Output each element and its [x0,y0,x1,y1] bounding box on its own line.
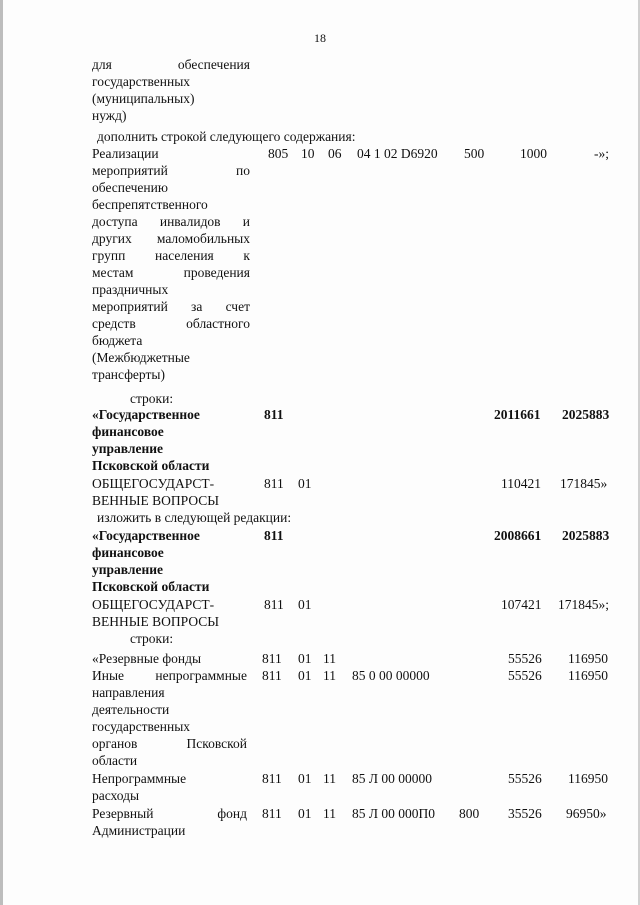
amount-2: -»; [594,146,609,161]
section-code: 01 [298,597,312,612]
text-line: «Резервные фонды [92,651,202,666]
amount-1: 110421 [501,476,541,491]
text-line: управление [92,562,164,577]
instruction-replace: изложить в следующей редакции: [97,510,292,525]
subsection-code: 11 [323,651,336,666]
text-line: для обеспечения [92,57,250,72]
section-code: 01 [298,771,312,786]
section-code: 01 [298,806,312,821]
text-line: Непрограммные [92,771,187,786]
subsection-code: 11 [323,806,336,821]
amount-2: 116950 [568,651,608,666]
ministry-code: 811 [264,528,284,543]
expense-type: 500 [464,146,485,161]
ministry-code: 811 [262,668,282,683]
amount-1: 55526 [508,651,542,666]
amount-2: 96950» [566,806,607,821]
instruction-add-row: дополнить строкой следующего содержания: [97,129,356,144]
amount-1: 2011661 [494,407,541,422]
text-line: государственных [92,74,191,89]
ministry-code: 811 [264,476,284,491]
target-article: 04 1 02 D6920 [357,146,438,161]
ministry-code: 805 [268,146,289,161]
text-line: финансовое [92,424,164,439]
text-line: бюджета [92,333,143,348]
section-code: 01 [298,651,312,666]
target-article: 85 Л 00 00000 [352,771,433,786]
text-line: мероприятий за счет [92,299,250,314]
expense-type: 800 [459,806,480,821]
text-line: местам проведения [92,265,250,280]
ministry-code: 811 [262,651,282,666]
added-row-name [92,145,250,383]
subsection-code: 06 [328,146,342,161]
label-rows: строки: [130,391,174,406]
amount-2: 2025883 [562,528,610,543]
text-line: ОБЩЕГОСУДАРСТ- [92,476,215,491]
text-line: деятельности [92,702,170,717]
text-line: «Государственное [92,407,200,422]
text-line: государственных [92,719,191,734]
ministry-code: 811 [264,407,284,422]
text-line: направления [92,685,165,700]
text-line: беспрепятственного [92,197,208,212]
amount-1: 55526 [508,668,542,683]
text-line: финансовое [92,545,164,560]
target-article: 85 Л 00 000П0 [352,806,436,821]
text-line: расходы [92,788,140,803]
text-line: «Государственное [92,528,200,543]
amount-1: 55526 [508,771,542,786]
text-line: Реализации [92,146,159,161]
text-line: Иные непрограммные [92,668,247,683]
ministry-code: 811 [262,806,282,821]
section-code: 10 [301,146,315,161]
text-line: других маломобильных [92,231,250,246]
label-rows-2: строки: [130,631,174,646]
page-number: 18 [314,31,326,45]
text-line: средств областного [92,316,250,331]
amount-2: 2025883 [562,407,610,422]
text-line: ВЕННЫЕ ВОПРОСЫ [92,493,220,508]
text-line: нужд) [92,108,127,123]
text-line: органов Псковской [92,736,247,751]
section-code: 01 [298,476,312,491]
subsection-code: 11 [323,668,336,683]
text-line: управление [92,441,164,456]
text-line: (муниципальных) [92,91,195,106]
text-line: области [92,753,138,768]
target-article: 85 0 00 00000 [352,668,430,683]
amount-2: 116950 [568,668,608,683]
subsection-code: 11 [323,771,336,786]
text-line: обеспечению [92,180,168,195]
section-code: 01 [298,668,312,683]
text-line: мероприятий по [92,163,250,178]
text-line: доступа инвалидов и [92,214,250,229]
amount-1: 107421 [501,597,542,612]
amount-2: 116950 [568,771,608,786]
amount-1: 2008661 [494,528,542,543]
text-line: Резервный фонд [92,806,247,821]
text-line: Псковской области [92,579,210,594]
text-line: (Межбюджетные [92,350,190,365]
text-line: Псковской области [92,458,210,473]
amount-2: 171845» [560,476,608,491]
text-line: праздничных [92,282,169,297]
amount-1: 35526 [508,806,542,821]
text-line: групп населения к [92,248,250,263]
ministry-code: 811 [262,771,282,786]
amount-2: 171845»; [558,597,610,612]
text-line: трансферты) [92,367,165,382]
amount-1: 1000 [520,146,547,161]
ministry-code: 811 [264,597,284,612]
text-line: ОБЩЕГОСУДАРСТ- [92,597,215,612]
text-line: Администрации [92,823,186,838]
text-line: ВЕННЫЕ ВОПРОСЫ [92,614,220,629]
